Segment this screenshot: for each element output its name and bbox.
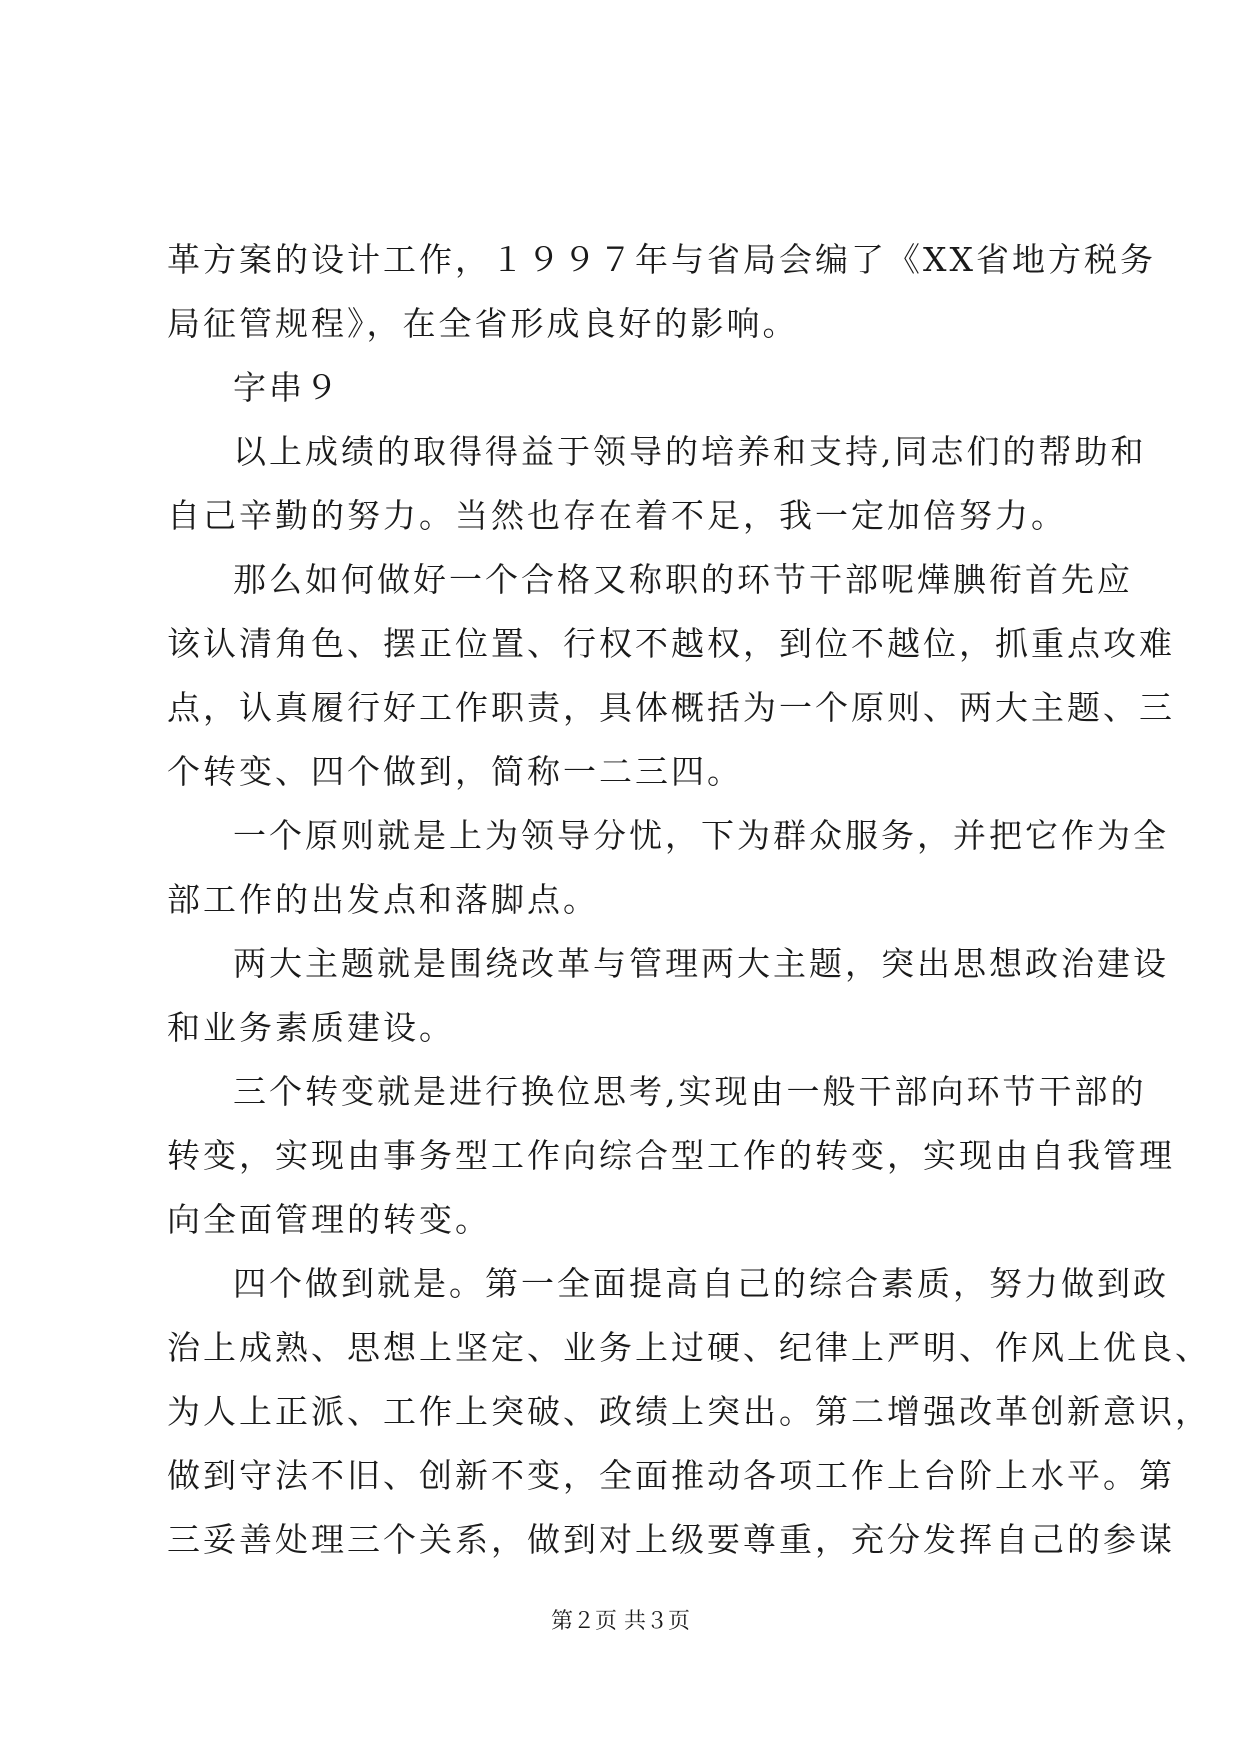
text-line: 革方案的设计工作，１９９７年与省局会编了《XX省地方税务 — [167, 240, 1156, 279]
text-line: 和业务素质建设。 — [167, 1008, 455, 1047]
page-footer — [0, 1607, 1241, 1637]
page-number-indicator: 第２页 共３页 — [551, 1609, 690, 1634]
text-line: 自己辛勤的努力。当然也存在着不足，我一定加倍努力。 — [167, 496, 1067, 535]
text-line: 个转变、四个做到，简称一二三四。 — [167, 752, 743, 791]
text-line: 局征管规程》，在全省形成良好的影响。 — [167, 304, 799, 343]
text-line: 三个转变就是进行换位思考,实现由一般干部向环节干部的 — [233, 1072, 1147, 1111]
text-line: 点，认真履行好工作职责，具体概括为一个原则、两大主题、三 — [167, 688, 1175, 727]
text-line: 一个原则就是上为领导分忧，下为群众服务，并把它作为全 — [233, 816, 1169, 855]
text-line: 字串９ — [233, 368, 341, 407]
text-line: 部工作的出发点和落脚点。 — [167, 880, 599, 919]
text-line: 两大主题就是围绕改革与管理两大主题，突出思想政治建设 — [233, 944, 1169, 983]
text-line: 该认清角色、摆正位置、行权不越权，到位不越位，抓重点攻难 — [167, 624, 1175, 663]
document-body — [167, 228, 1211, 1572]
text-line: 向全面管理的转变。 — [167, 1200, 491, 1239]
text-line: 治上成熟、思想上坚定、业务上过硬、纪律上严明、作风上优良、 — [167, 1328, 1211, 1367]
text-line: 转变，实现由事务型工作向综合型工作的转变，实现由自我管理 — [167, 1136, 1175, 1175]
text-line: 以上成绩的取得得益于领导的培养和支持,同志们的帮助和 — [233, 432, 1147, 471]
text-line: 做到守法不旧、创新不变，全面推动各项工作上台阶上水平。第 — [167, 1456, 1175, 1495]
text-line: 为人上正派、工作上突破、政绩上突出。第二增强改革创新意识， — [167, 1392, 1211, 1431]
text-line: 四个做到就是。第一全面提高自己的综合素质，努力做到政 — [233, 1264, 1169, 1303]
text-line: 那么如何做好一个合格又称职的环节干部呢燁腆衔首先应 — [233, 560, 1133, 599]
text-line: 三妥善处理三个关系，做到对上级要尊重，充分发挥自己的参谋 — [167, 1520, 1175, 1559]
